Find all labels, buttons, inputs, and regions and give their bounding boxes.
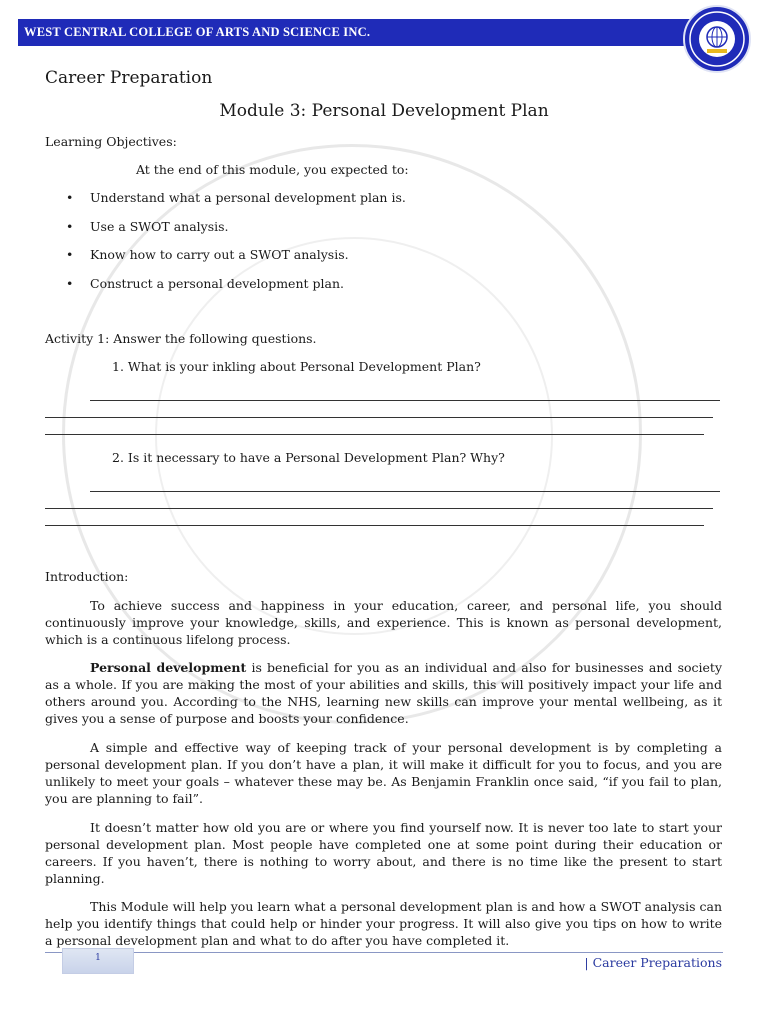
- answer-line[interactable]: [90, 400, 720, 401]
- bullet-icon: •: [66, 218, 74, 234]
- bullet-icon: •: [66, 190, 74, 205]
- introduction-heading: Introduction:: [45, 569, 129, 584]
- objective-text: Construct a personal development plan.: [90, 275, 344, 291]
- answer-line[interactable]: [45, 525, 704, 526]
- list-item: [66, 247, 406, 276]
- header-bar: [18, 19, 724, 46]
- answer-line[interactable]: [45, 434, 704, 435]
- course-title: Career Preparation: [45, 68, 213, 88]
- list-item: [66, 219, 406, 248]
- module-title: Module 3: Personal Development Plan: [219, 101, 549, 121]
- paragraph: It doesn’t matter how old you are or where you find yourself now. It is never too late to start your personal development plan. Most people have completed one at some point during their education or careers. If you haven’t, there is nothing to worry about, and there is no time like the present to start planning.: [45, 820, 722, 886]
- paragraph-text: is beneficial for you as an individual and also for businesses and society as a whole. If you are making the most of your abilities and skills, this will positively impact your life and others around you. According to the NHS, learning new skills can improve your mental wellbeing, as it gives you a sense of purpose and boosts your confidence.: [45, 660, 723, 726]
- objective-text: Know how to carry out a SWOT analysis.: [90, 247, 349, 262]
- bold-term: Personal development: [90, 660, 247, 675]
- page-number: [62, 948, 134, 974]
- question-2: 2. Is it necessary to have a Personal Development Plan? Why?: [112, 450, 505, 465]
- paragraph: [45, 659, 722, 727]
- bullet-icon: •: [66, 247, 74, 262]
- list-item: [66, 190, 406, 219]
- paragraph: This Module will help you learn what a personal development plan is and how a SWOT analysis can help you identify things that could help or hinder your progress. It will also give you tips on how to write a personal development plan and what to do after you have completed it.: [45, 899, 722, 948]
- objectives-intro: At the end of this module, you expected to:: [136, 162, 409, 177]
- college-seal-icon: [683, 5, 751, 73]
- footer-rule: [45, 952, 723, 953]
- page-number-text: 1: [95, 953, 101, 963]
- list-item: [66, 276, 406, 305]
- paragraph: A simple and effective way of keeping track of your personal development is by completing a personal development plan. If you don’t have a plan, it will make it difficult for you to focus, and you are unlikely to meet your goals – whatever these may be. As Benjamin Franklin once said, “if you fail to plan, you are planning to fail”.: [45, 740, 722, 806]
- answer-line[interactable]: [45, 508, 713, 509]
- answer-line[interactable]: [45, 417, 713, 418]
- question-1: 1. What is your inkling about Personal Development Plan?: [112, 359, 481, 374]
- objectives-heading: Learning Objectives:: [45, 134, 177, 149]
- footer-label: | Career Preparations: [584, 955, 722, 970]
- bullet-icon: •: [66, 275, 74, 291]
- answer-line[interactable]: [90, 491, 720, 492]
- objectives-list: [66, 190, 406, 304]
- institution-name: WEST CENTRAL COLLEGE OF ARTS AND SCIENCE INC.: [24, 25, 371, 39]
- activity-heading: Activity 1: Answer the following questions.: [45, 331, 317, 346]
- objective-text: Use a SWOT analysis.: [90, 218, 229, 234]
- paragraph: To achieve success and happiness in your education, career, and personal life, you should continuously improve your knowledge, skills, and experience. This is known as personal development, which is a continuous lifelong process.: [45, 598, 722, 647]
- objective-text: Understand what a personal development plan is.: [90, 190, 406, 205]
